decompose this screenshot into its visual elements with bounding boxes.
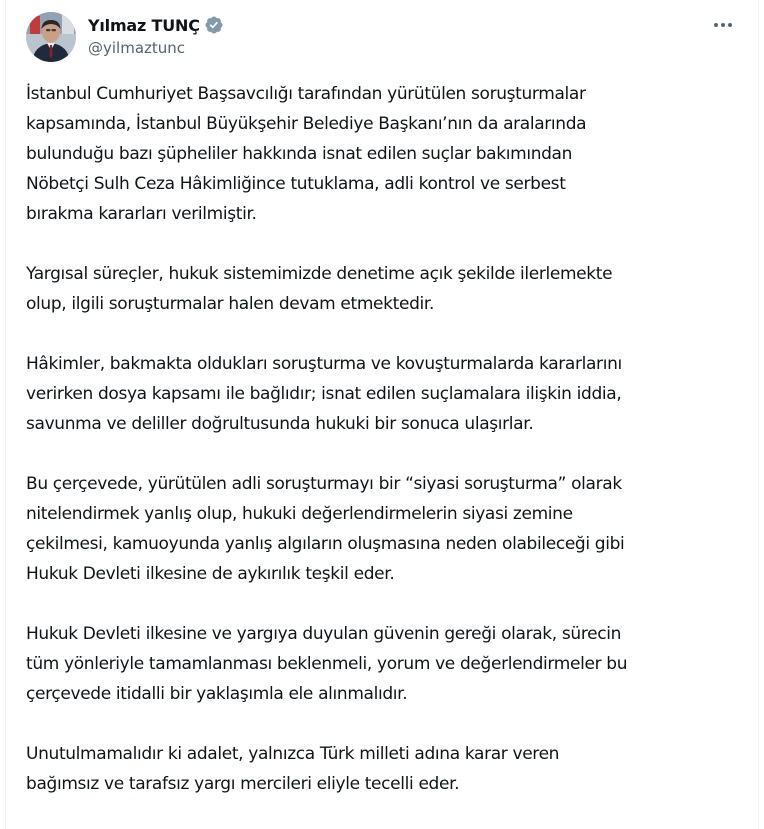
more-options-icon[interactable] xyxy=(708,14,738,36)
text-line: Nöbetçi Sulh Ceza Hâkimliğince tutuklama, adli kontrol ve serbest xyxy=(26,174,566,194)
post-paragraph xyxy=(26,259,746,319)
avatar[interactable] xyxy=(26,12,76,62)
post-paragraph xyxy=(26,469,746,589)
text-line: Hukuk Devleti ilkesine de aykırılık teşkil eder. xyxy=(26,564,395,584)
verified-badge-icon[interactable] xyxy=(204,15,224,35)
author-display-name[interactable]: Yılmaz TUNÇ xyxy=(88,15,200,35)
text-line: İstanbul Cumhuriyet Başsavcılığı tarafından yürütülen soruşturmalar xyxy=(26,84,586,104)
text-line: bırakma kararları verilmiştir. xyxy=(26,204,257,224)
text-line: çerçevede itidalli bir yaklaşımla ele alınmalıdır. xyxy=(26,684,408,704)
text-line: verirken dosya kapsamı ile bağlıdır; isnat edilen suçlamalara ilişkin iddia, xyxy=(26,384,622,404)
post-paragraph xyxy=(26,619,746,709)
text-line: Hâkimler, bakmakta oldukları soruşturma ve kovuşturmalarda kararlarını xyxy=(26,354,622,374)
text-line: tüm yönleriyle tamamlanması beklenmeli, yorum ve değerlendirmeler bu xyxy=(26,654,628,674)
post-header xyxy=(26,12,742,64)
post-paragraph xyxy=(26,739,746,799)
post-paragraph xyxy=(26,79,746,229)
text-line: bulunduğu bazı şüpheliler hakkında isnat edilen suçlar bakımından xyxy=(26,144,573,164)
text-line: Bu çerçevede, yürütülen adli soruşturmayı bir “siyasi soruşturma” olarak xyxy=(26,474,622,494)
text-line: Yargısal süreçler, hukuk sistemimizde denetime açık şekilde ilerlemekte xyxy=(26,264,613,284)
text-line: çekilmesi, kamuoyunda yanlış algıların oluşmasına neden olabileceği gibi xyxy=(26,534,625,554)
text-line: savunma ve deliller doğrultusunda hukuki bir sonuca ulaşırlar. xyxy=(26,414,534,434)
text-line: bağımsız ve tarafsız yargı mercileri eliyle tecelli eder. xyxy=(26,774,460,794)
text-line: nitelendirmek yanlış olup, hukuki değerlendirmelerin siyasi zemine xyxy=(26,504,573,524)
text-line: olup, ilgili soruşturmalar halen devam etmektedir. xyxy=(26,294,435,314)
post-text xyxy=(26,79,746,829)
post-card xyxy=(5,0,759,829)
author-handle[interactable]: @yilmaztunc xyxy=(88,39,186,57)
avatar-photo xyxy=(26,12,76,62)
post-paragraph xyxy=(26,349,746,439)
author-names xyxy=(88,14,224,57)
text-line: Unutulmamalıdır ki adalet, yalnızca Türk milleti adına karar veren xyxy=(26,744,560,764)
display-name-row xyxy=(88,14,224,36)
text-line: Hukuk Devleti ilkesine ve yargıya duyulan güvenin gereği olarak, sürecin xyxy=(26,624,622,644)
text-line: kapsamında, İstanbul Büyükşehir Belediye Başkanı’nın da aralarında xyxy=(26,114,587,134)
